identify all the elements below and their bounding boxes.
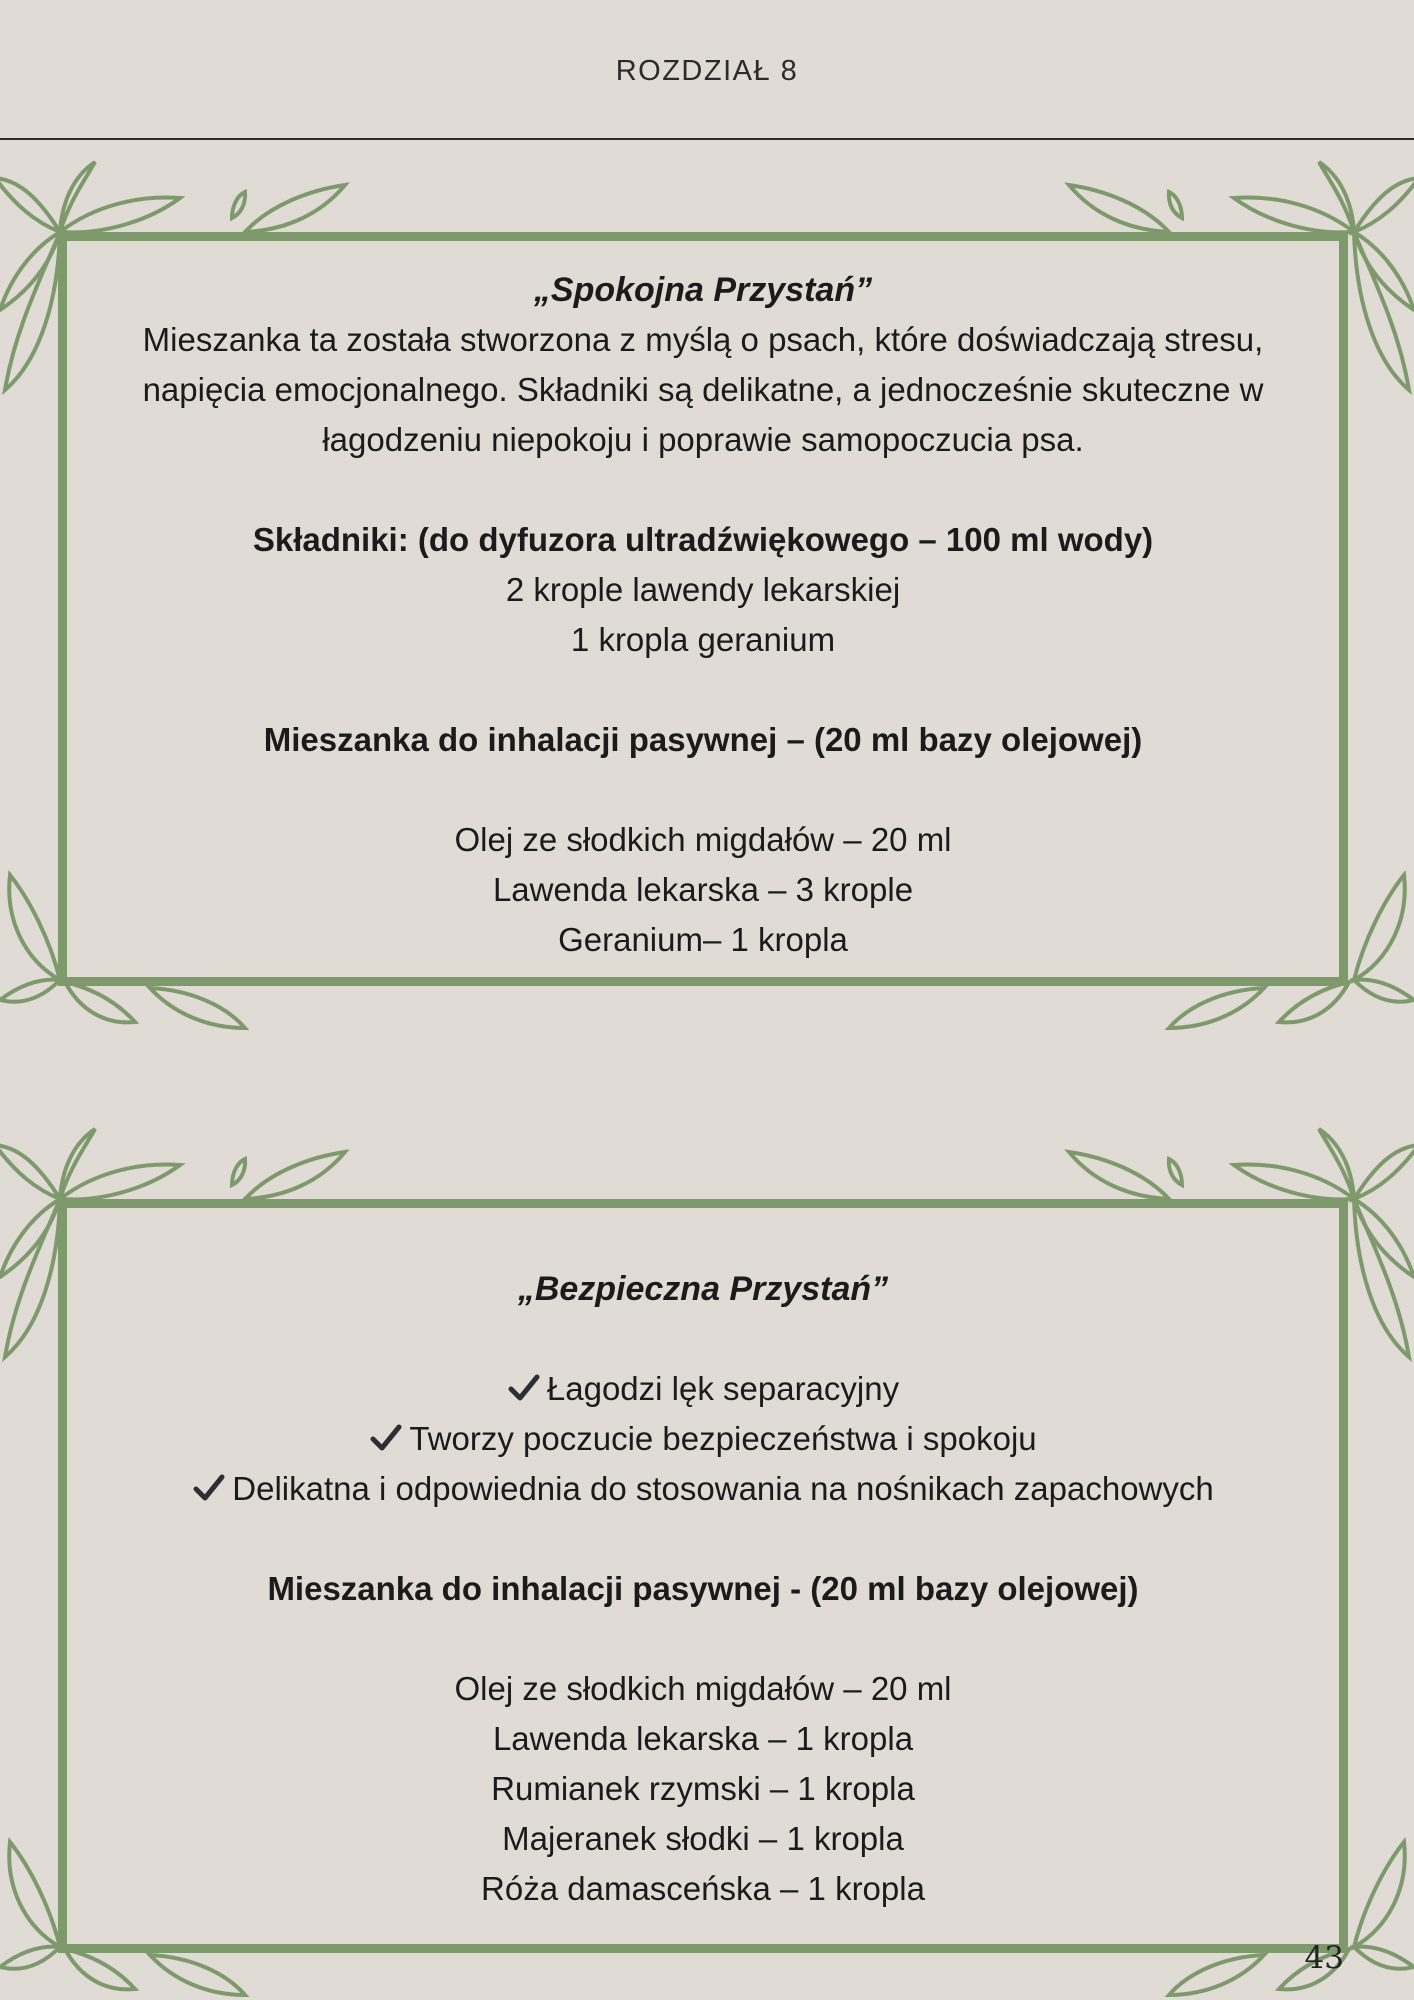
ingredients-heading: Składniki: (do dyfuzora ultradźwiękowego – 100 ml wody)	[252, 521, 1154, 558]
benefit-item	[67, 1464, 1339, 1514]
recipe-card-bezpieczna	[58, 1199, 1348, 1953]
blend-heading: Mieszanka do inhalacji pasywnej - (20 ml bazy olejowej)	[267, 1570, 1139, 1607]
checkmark-icon	[507, 1373, 541, 1403]
checkmark-icon	[369, 1423, 403, 1453]
blend-heading: Mieszanka do inhalacji pasywnej – (20 ml bazy olejowej)	[263, 721, 1143, 758]
benefit-item	[67, 1364, 1339, 1414]
blend-item: Olej ze słodkich migdałów – 20 ml	[454, 821, 952, 858]
header-divider	[0, 138, 1414, 140]
benefit-text: Tworzy poczucie bezpieczeństwa i spokoju	[409, 1420, 1037, 1457]
blend-item: Majeranek słodki – 1 kropla	[502, 1820, 904, 1857]
description-line: Mieszanka ta została stworzona z myślą o psach, które doświadczają stresu,	[142, 321, 1264, 358]
benefit-text: Łagodzi lęk separacyjny	[546, 1370, 900, 1407]
blend-item: Geranium– 1 kropla	[558, 921, 848, 958]
benefit-text: Delikatna i odpowiednia do stosowania na nośnikach zapachowych	[232, 1470, 1214, 1507]
recipe-title: „Bezpieczna Przystań”	[517, 1270, 889, 1308]
blend-item: Lawenda lekarska – 1 kropla	[492, 1720, 914, 1757]
recipe-title: „Spokojna Przystań”	[533, 271, 873, 309]
blend-item: Olej ze słodkich migdałów – 20 ml	[454, 1670, 952, 1707]
blend-item: Rumianek rzymski – 1 kropla	[491, 1770, 915, 1807]
description-line: łagodzeniu niepokoju i poprawie samopoczucia psa.	[322, 421, 1084, 458]
checkmark-icon	[192, 1473, 226, 1503]
recipe-card-spokojna	[58, 232, 1348, 986]
description-line: napięcia emocjonalnego. Składniki są delikatne, a jednocześnie skuteczne w	[142, 371, 1264, 408]
chapter-title: ROZDZIAŁ 8	[615, 55, 799, 87]
ingredient-item: 1 kropla geranium	[570, 621, 836, 658]
page-number: 43	[1304, 1940, 1344, 1976]
blend-item: Lawenda lekarska – 3 krople	[492, 871, 914, 908]
benefit-item	[67, 1414, 1339, 1464]
blend-item: Róża damasceńska – 1 kropla	[481, 1870, 925, 1907]
ingredient-item: 2 krople lawendy lekarskiej	[505, 571, 901, 608]
